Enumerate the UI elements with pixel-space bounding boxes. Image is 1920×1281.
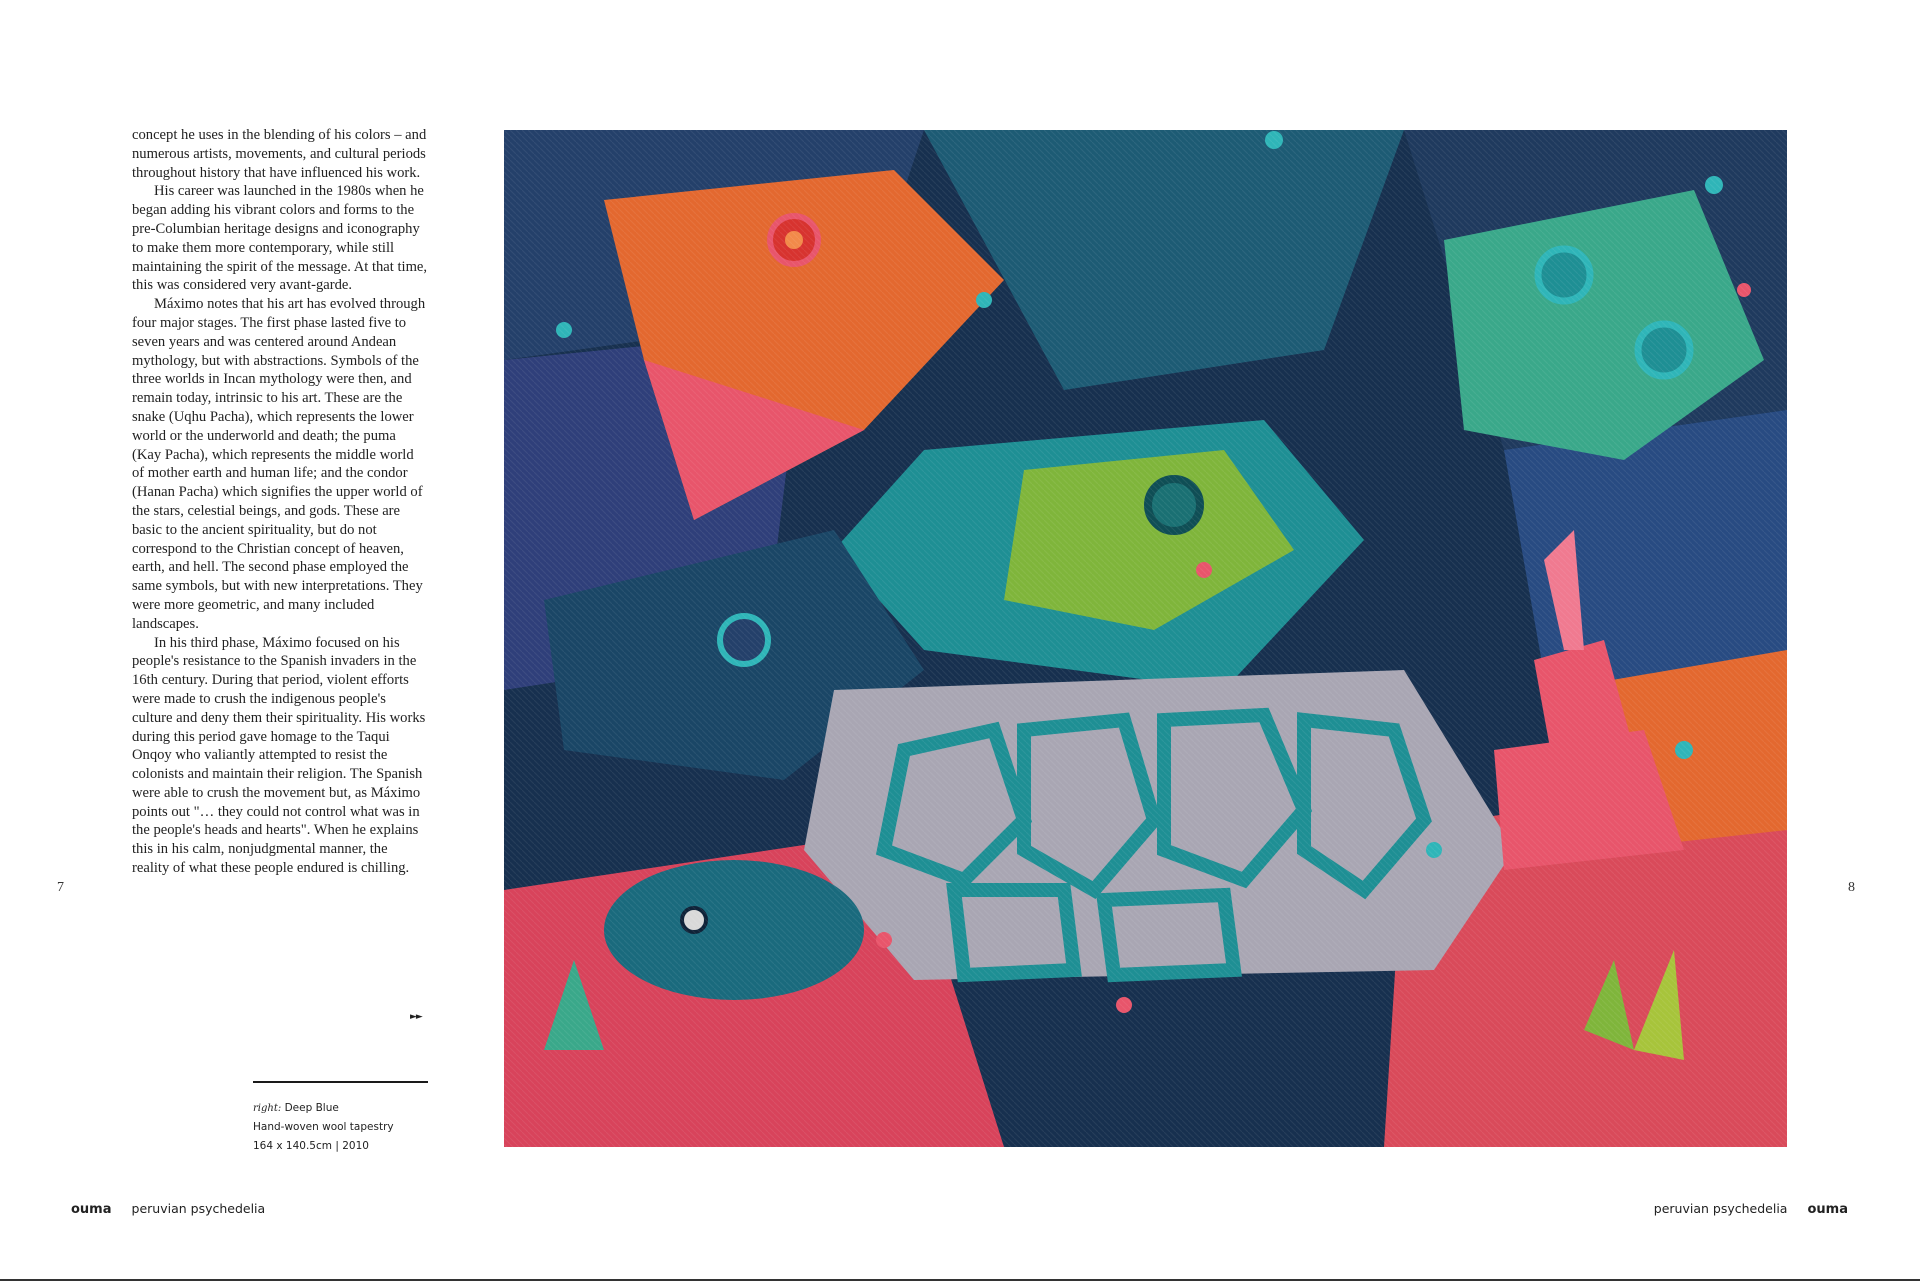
body-paragraph-3: Máximo notes that his art has evolved through four major stages. The first phase lasted five to seven years and was centered around Andean mythology, but with abstractions. Symbols of the three worlds in Incan mythology were then, and remain today, intrinsic to his art. These are the snake (Uqhu Pacha), which represents the lower world or the underworld and death; the puma (Kay Pacha), which represents the middle world of mother earth and human life; and the condor (Hanan Pacha) which signifies the upper world of the stars, celestial beings, and gods. These are basic to the ancient spirituality, but do not correspond to the Christian concept of heaven, earth, and hell. The second phase employed the same symbols, but with new interpretations. They were more geometric, and many included landscapes. xyxy=(132,296,426,632)
footer-left xyxy=(71,1201,265,1217)
footer-brand-left: ouma xyxy=(71,1202,112,1217)
tapestry-image xyxy=(504,130,1787,1147)
footer-right xyxy=(1654,1201,1848,1217)
caption-direction: right: xyxy=(253,1103,282,1114)
continue-arrow-icon: ►► xyxy=(410,1012,422,1022)
footer-section-left: peruvian psychedelia xyxy=(131,1201,266,1216)
body-paragraph-4: In his third phase, Máximo focused on his people's resistance to the Spanish invaders in the 16th century. During that period, violent efforts were made to crush the indigenous people's culture and deny them their spirituality. His works during this period gave homage to the Taqui Onqoy who valiantly attempted to resist the colonists and maintain their religion. The Spanish were able to crush the movement but, as Máximo points out "… they could not control what was in the people's heads and hearts". When he explains this in his calm, nonjudgmental manner, the reality of what these people endured is chilling. xyxy=(132,634,426,877)
page-number-right: 8 xyxy=(1848,880,1855,895)
body-paragraph-1: concept he uses in the blending of his colors – and numerous artists, movements, and cultural periods throughout history that have influenced his work. xyxy=(132,127,427,181)
footer-section-right: peruvian psychedelia xyxy=(1653,1201,1788,1216)
body-text-column xyxy=(132,126,428,878)
caption-medium: Hand-woven wool tapestry xyxy=(253,1121,394,1133)
tapestry-artwork xyxy=(504,130,1787,1147)
body-paragraph-2: His career was launched in the 1980s when he began adding his vibrant colors and forms to the pre-Columbian heritage designs and iconography to make them more contemporary, while still maintaining the spirit of the message. At that time, this was considered very avant-garde. xyxy=(132,183,428,294)
caption-title: Deep Blue xyxy=(284,1102,339,1114)
caption-dimensions: 164 x 140.5cm | 2010 xyxy=(253,1140,369,1152)
page-number-left: 7 xyxy=(57,880,64,895)
image-caption xyxy=(253,1081,428,1156)
caption-title-line xyxy=(253,1099,428,1118)
footer-brand-right: ouma xyxy=(1807,1202,1848,1217)
